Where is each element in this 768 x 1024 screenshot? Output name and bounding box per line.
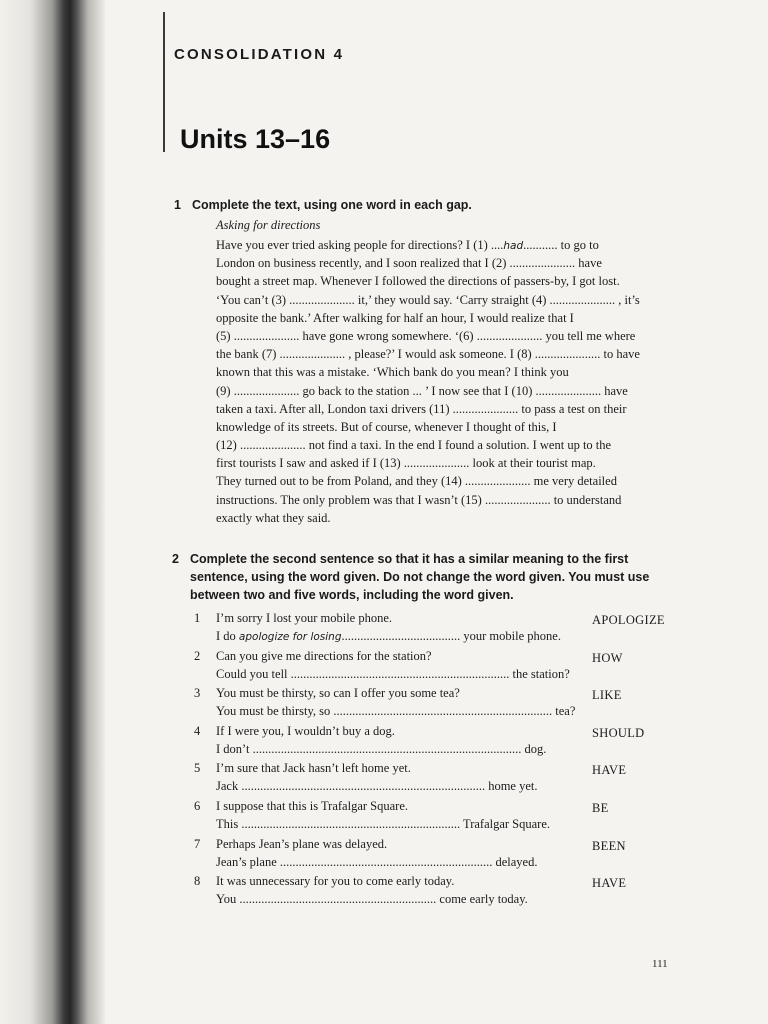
- item-number: 6: [194, 798, 201, 813]
- passage-line: bought a street map. Whenever I followed the directions of passers-by, I got lost.: [216, 274, 620, 289]
- exercise-1-instruction: [174, 196, 472, 214]
- passage-line: instructions. The only problem was that I wasn’t (15) ..................... to understand: [216, 492, 622, 507]
- key-word: BEEN: [592, 838, 626, 853]
- exercise-item: [194, 872, 674, 910]
- instruction-line: Complete the second sentence so that it has a similar meaning to the first: [190, 552, 629, 566]
- rewrite-sentence[interactable]: You ............................................................... come early today.: [216, 892, 528, 907]
- rewrite-sentence[interactable]: You must be thirsty, so ...................................................................... tea?: [216, 704, 576, 719]
- exercise-number: 1: [174, 198, 181, 212]
- transformation-items: [194, 609, 674, 910]
- passage-line: taken a taxi. After all, London taxi drivers (11) ..................... to pass a test on their: [216, 401, 627, 416]
- passage-subtitle: Asking for directions: [216, 218, 321, 232]
- passage-line: (12) ..................... not find a taxi. In the end I found a solution. I went up to the: [216, 438, 612, 453]
- section-label: CONSOLIDATION 4: [174, 46, 345, 63]
- exercise-2-instruction: [172, 550, 660, 604]
- rewrite-sentence[interactable]: I don’t ...................................................................................... dog.: [216, 741, 547, 756]
- item-number: 1: [194, 611, 201, 625]
- exercise-number: 2: [172, 552, 179, 566]
- key-word: BE: [592, 800, 609, 815]
- instruction-line: sentence, using the word given. Do not change the word given. You must use: [190, 570, 650, 584]
- rewrite-sentence: [216, 627, 561, 645]
- key-word: HAVE: [592, 876, 627, 891]
- instruction-text: Complete the text, using one word in each gap.: [192, 198, 472, 212]
- original-sentence: If I were you, I wouldn’t buy a dog.: [216, 723, 395, 738]
- passage-line: the bank (7) ..................... , please?’ I would ask someone. I (8) ..................... to have: [216, 347, 640, 362]
- passage-line: ‘You can’t (3) ..................... it,’ they would say. ‘Carry straight (4) ..................... , it’s: [216, 292, 640, 307]
- item-number: 3: [194, 686, 201, 701]
- header-rule: [163, 12, 165, 152]
- item-number: 7: [194, 836, 201, 851]
- original-sentence: Perhaps Jean’s plane was delayed.: [216, 836, 388, 851]
- passage-line: (9) ..................... go back to the station ... ’ I now see that I (10) ..................... have: [216, 383, 628, 398]
- original-sentence: It was unnecessary for you to come early today.: [216, 874, 455, 889]
- passage-line: (5) ..................... have gone wrong somewhere. ‘(6) ..................... you tell me where: [216, 328, 636, 343]
- exercise-item: [194, 609, 674, 647]
- book-spine-shadow: [0, 0, 105, 1024]
- item-number: 4: [194, 723, 201, 738]
- passage-line: London on business recently, and I soon realized that I (2) ..................... have: [216, 256, 602, 271]
- exercise-item: [194, 647, 674, 685]
- passage-line: first tourists I saw and asked if I (13) ..................... look at their tourist map.: [216, 456, 596, 471]
- rewrite-end: ...................................... your mobile phone.: [341, 629, 561, 643]
- exercise-item: [194, 797, 674, 835]
- original-sentence: Can you give me directions for the station?: [216, 648, 432, 663]
- item-number: 5: [194, 761, 201, 776]
- key-word: HOW: [592, 650, 623, 665]
- item-number: 8: [194, 874, 201, 889]
- rewrite-sentence[interactable]: This ...................................................................... Trafalgar Square.: [216, 816, 551, 831]
- passage-line: [216, 236, 666, 254]
- item-number: 2: [194, 648, 201, 663]
- original-sentence: I’m sorry I lost your mobile phone.: [216, 611, 393, 625]
- passage-line: They turned out to be from Poland, and they (14) ..................... me very detailed: [216, 474, 617, 489]
- rewrite-sentence[interactable]: Jack .............................................................................. home yet.: [216, 779, 538, 794]
- page-title: Units 13–16: [180, 124, 331, 154]
- page-number: 111: [652, 958, 668, 970]
- passage-line: knowledge of its streets. But of course, whenever I thought of this, I: [216, 419, 557, 434]
- passage-text: [216, 236, 666, 527]
- rewrite-sentence[interactable]: Could you tell ...................................................................... the station?: [216, 666, 570, 681]
- original-sentence: You must be thirsty, so can I offer you some tea?: [216, 686, 460, 701]
- handwritten-answer[interactable]: had: [503, 240, 524, 252]
- passage-line-text: ........... to go to: [523, 238, 599, 252]
- key-word: APOLOGIZE: [592, 613, 665, 627]
- passage-line-text: Have you ever tried asking people for directions? I (1) ....: [216, 238, 504, 252]
- exercise-item: [194, 835, 674, 873]
- key-word: LIKE: [592, 688, 622, 703]
- original-sentence: I’m sure that Jack hasn’t left home yet.: [216, 761, 411, 776]
- exercise-item: [194, 684, 674, 722]
- key-word: HAVE: [592, 763, 627, 778]
- exercise-item: [194, 759, 674, 797]
- passage-line: exactly what they said.: [216, 510, 331, 525]
- passage-line: opposite the bank.’ After walking for half an hour, I would realize that I: [216, 310, 574, 325]
- rewrite-start: I do: [216, 629, 239, 643]
- exercise-item: [194, 722, 674, 760]
- key-word: SHOULD: [592, 725, 645, 740]
- handwritten-answer[interactable]: apologize for losing: [238, 631, 342, 643]
- instruction-line: between two and five words, including the word given.: [190, 588, 514, 602]
- original-sentence: I suppose that this is Trafalgar Square.: [216, 798, 408, 813]
- rewrite-sentence[interactable]: Jean’s plane .................................................................... delayed.: [216, 854, 538, 869]
- passage-line: known that this was a mistake. ‘Which bank do you mean? I think you: [216, 365, 569, 380]
